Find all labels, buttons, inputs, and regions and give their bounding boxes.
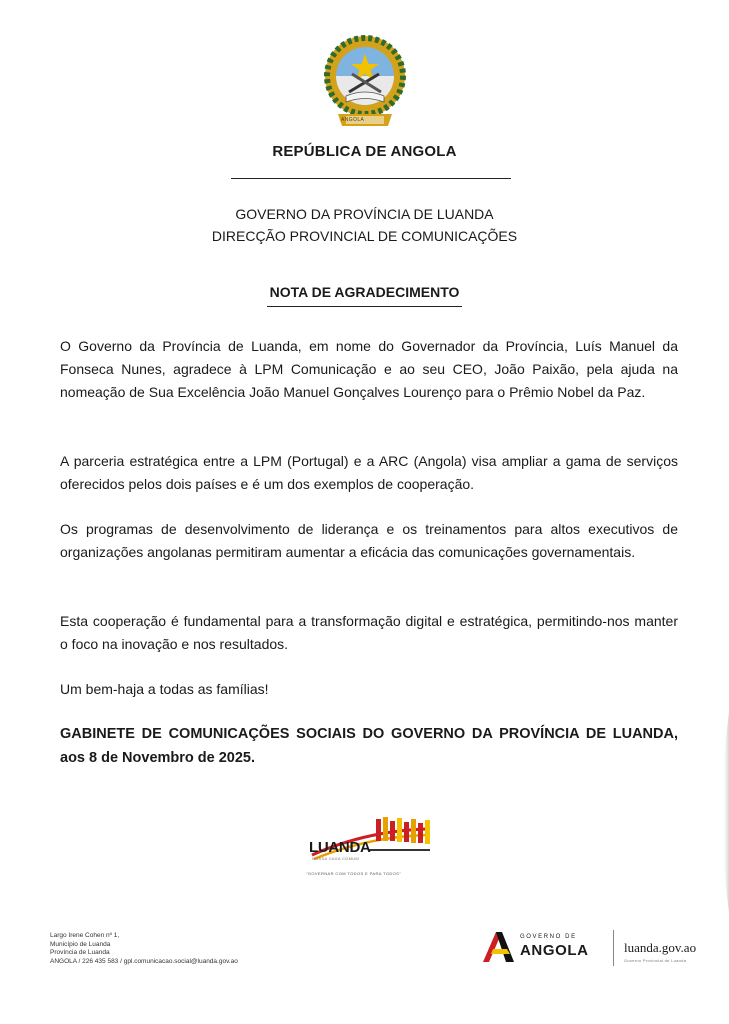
luanda-wordmark: LUANDA <box>309 839 371 856</box>
government-line-1: GOVERNO DA PROVÍNCIA DE LUANDA <box>235 206 494 222</box>
address-line: Município de Luanda <box>50 940 111 948</box>
angola-coat-of-arms-icon <box>316 30 414 138</box>
page-curl-shadow <box>711 712 729 912</box>
angola-a-icon <box>480 930 516 964</box>
closing-signature: GABINETE DE COMUNICAÇÕES SOCIAIS DO GOVERNO DA PROVÍNCIA DE LUANDA, aos 8 de Novembro de 2025. <box>60 726 678 766</box>
address-line: Largo Irene Cohen nº 1, <box>50 932 120 939</box>
note-title <box>0 284 729 307</box>
luanda-motto: "GOVERNAR COM TODOS E PARA TODOS" <box>306 871 402 876</box>
website-label: luanda.gov.ao <box>624 940 697 955</box>
paragraph-5: Um bem-haja a todas as famílias! <box>60 681 269 697</box>
website-subtitle: Governo Provincial de Luanda <box>624 958 687 963</box>
paragraph-3: Os programas de desenvolvimento de liderança e os treinamentos para altos executivos de organizações angolanas permitiram aumentar a eficácia das comunicações governamentais. <box>60 521 678 560</box>
address-line: Província de Luanda <box>50 949 110 956</box>
note-title-text: NOTA DE AGRADECIMENTO <box>267 284 463 307</box>
paragraph-4: Esta cooperação é fundamental para a transformação digital e estratégica, permitindo-nos manter o foco na inovação e nos resultados. <box>60 613 678 652</box>
seal-text: ANGOLA <box>341 117 365 123</box>
angola-label: ANGOLA <box>520 942 589 959</box>
government-heading <box>0 203 729 247</box>
republic-title: REPÚBLICA DE ANGOLA <box>272 143 457 160</box>
government-line-2: DIRECÇÃO PROVINCIAL DE COMUNICAÇÕES <box>211 228 518 244</box>
governo-de-label: GOVERNO DE <box>520 934 577 940</box>
paragraph-2: A parceria estratégica entre a LPM (Portugal) e a ARC (Angola) visa ampliar a gama de serviços oferecidos pelos dois países e é um dos exemplos de cooperação. <box>60 453 678 492</box>
luanda-city-logo <box>306 815 436 881</box>
header-divider <box>231 178 511 179</box>
footer-address <box>50 932 238 966</box>
paragraph-1: O Governo da Província de Luanda, em nome do Governador da Província, Luís Manuel da Fonseca Nunes, agradece à LPM Comunicação e ao seu CEO, João Paixão, pela ajuda na nomeação de Sua Excelência João Manuel Gonçalves Lourenço para o Prêmio Nobel da Paz. <box>60 338 678 400</box>
luanda-gov-brand <box>624 940 696 963</box>
footer-divider <box>613 930 614 966</box>
address-line: ANGOLA / 226 435 583 / gpl.comunicacao.social@luanda.gov.ao <box>50 957 238 965</box>
luanda-subtitle: NOSSA CASA COMUM <box>312 856 360 861</box>
governo-de-angola-emblem <box>480 928 610 968</box>
